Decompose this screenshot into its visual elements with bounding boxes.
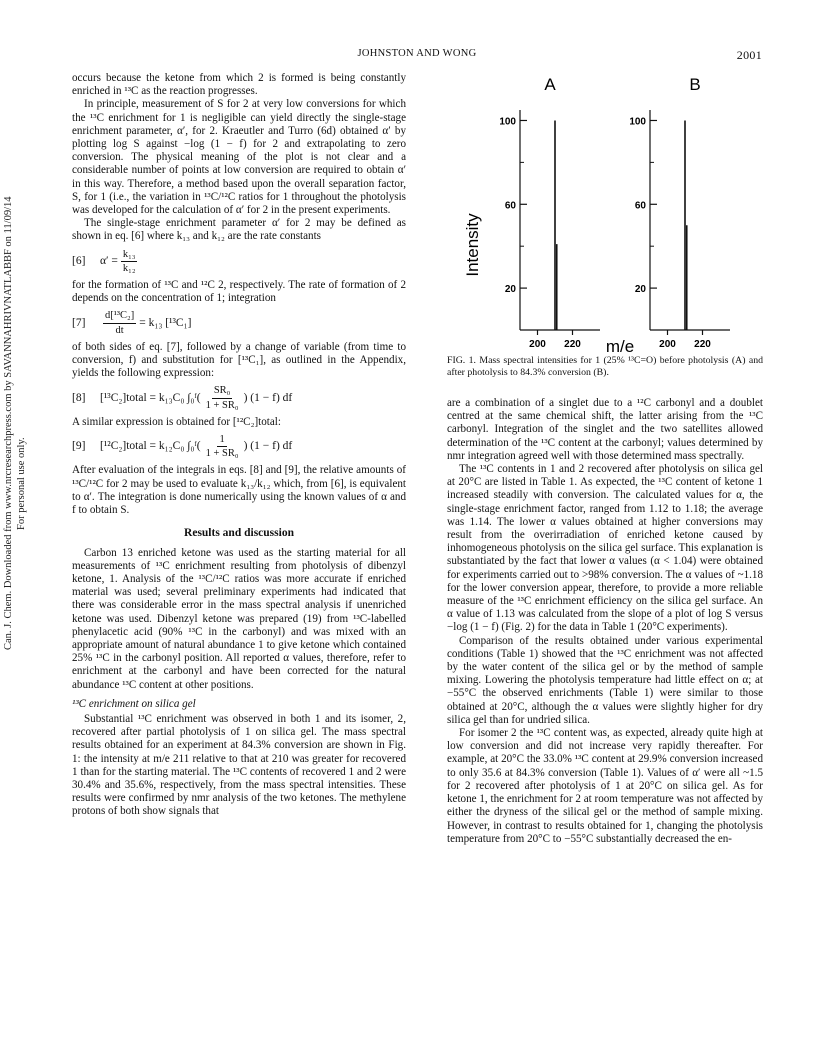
equation-lhs: α′ = xyxy=(100,254,118,267)
watermark-line-1: Can. J. Chem. Downloaded from www.nrcresearchpress.com by SAVANNAHRIVNATLABBF on 11/09/14 xyxy=(3,196,14,650)
paragraph: After evaluation of the integrals in eqs. [8] and [9], the relative amounts of ¹³C/¹²C for 2 may be used to evaluate k₁₃/k₁₂ which, from [6], is equivalent to α′. The integration is done numerically using the known values of α and f to obtain S. xyxy=(72,464,406,517)
paragraph: The ¹³C contents in 1 and 2 recovered after photolysis on silica gel at 20°C are listed in Table 1. As expected, the ¹³C content of ketone 1 increased steadily with conversion. The calculated values for α, the single-stage enrichment factor, ranged from 1.12 to 1.18; the average was 1.14. The lower α values obtained at higher conversions may result from the overirradiation of enriched ketone caused by inhomogeneous photolysis on the silica gel surface. This explanation is substantiated by the fact that lower α values (α < 1.04) were obtained for experiments carried out to >98% conversion. The α values of ~1.18 for the lower conversion appear, therefore, to provide a more reliable measure of the ¹³C enrichment efficiency on the silica gel surface. An α value of 1.13 was calculated from the slope of a plot of log S versus −log (1 − f) (Fig. 2) for the data in Table 1 (20°C experiments). xyxy=(447,463,763,634)
paragraph: For isomer 2 the ¹³C content was, as expected, already quite high at low conversion and did not increase very rapidly thereafter. For example, at 20°C the 33.0% ¹³C content at 29.9% conversion increased to only 35.6 at 84.3% conversion (Table 1). Values of α′ were all ~1.5 for 2 recovered after photolysis of 1 at 20°C on silica gel. As for ketone 1, the enrichment for 2 at room temperature was not affected by either the dryness of the silical gel or the method of sample mixing. However, in contrast to results obtained for 1, changing the photolysis temperature from 20°C to −55°C substantially decreased the en- xyxy=(447,727,763,845)
watermark-line-2: For personal use only. xyxy=(16,437,27,530)
paragraph: for the formation of ¹³C and ¹²C 2, respectively. The rate of formation of 2 depends on the concentration of 1; integration xyxy=(72,279,406,305)
running-title: JOHNSTON AND WONG xyxy=(357,48,477,59)
paragraph: occurs because the ketone from which 2 is formed is being constantly enriched in ¹³C as the reaction progresses. xyxy=(72,72,406,98)
paragraph: Carbon 13 enriched ketone was used as the starting material for all measurements of ¹³C enrichment resulting from photolysis of dibenzyl ketone, 1. Analysis of the ¹³C/¹²C ratios was more accurate if enriched material was used; several preliminary experiments had indicated that there was considerable error in the mass spectral analysis if unenriched ketone was used. Dibenzyl ketone was prepared (19) from ¹³C-labelled phenylacetic acid (90% ¹³C in the carbonyl) and was mixed with an appropriate amount of natural abundance 1 to give ketone which contained 25% ¹³C in the carbonyl position. All reported α values, therefore, refer to enrichment at the carbonyl and have been corrected for the natural abundance ¹³C content at other positions. xyxy=(72,546,406,691)
fraction xyxy=(204,384,241,411)
y-tick-label: 20 xyxy=(504,284,516,296)
equation-lhs: [¹²C₂]total = k₁₂C₀ ∫₀ᶠ xyxy=(100,440,197,453)
y-axis-label: Intensity xyxy=(463,213,482,277)
x-axis-label: m/e xyxy=(605,337,635,355)
mass-spectrum-chart xyxy=(450,70,763,355)
equation-6 xyxy=(72,248,406,275)
right-column xyxy=(447,397,763,846)
x-tick-label: 220 xyxy=(694,339,711,350)
x-tick-label: 220 xyxy=(564,339,581,350)
panel-b-label: B xyxy=(689,75,701,94)
denominator: k₁₂ xyxy=(122,262,136,274)
fraction xyxy=(204,433,241,460)
y-tick-label: 60 xyxy=(504,200,516,212)
equation-rhs: (1 − f) df xyxy=(250,440,293,453)
left-column xyxy=(72,72,406,819)
paragraph: Substantial ¹³C enrichment was observed in both 1 and its isomer, 2, recovered after partial photolysis of 1 on silica gel. The mass spectral results obtained for an experiment at 84.3% conversion are shown in Fig. 1: the intensity at m/e 211 relative to that at 210 was greater for recovered 1 than for the starting material. The ¹³C contents of recovered 1 and 2 were 30.4% and 35.6%, respectively, from the mass spectral intensities. These results were confirmed by nmr analysis of the two ketones. The methylene protons of both show signals that xyxy=(72,712,406,818)
x-tick-label: 200 xyxy=(659,339,676,350)
fraction xyxy=(103,309,136,336)
equation-9: [9] [¹²C₂]total = k₁₂C₀ ∫₀ᶠ ( $\frac{1}{\text{1 + SR₀}}$ ) (1 − f) df xyxy=(72,434,293,460)
paragraph: are a combination of a singlet due to a ¹²C carbonyl and a doublet centred at the same chemical shift, the latter arising from the ¹³C carbonyl. Integration of the singlet and the two satellites allowed determination of the ¹³C content at the carbonyl; values determined by nmr integration agreed well with those determined mass spectrally. xyxy=(447,397,763,462)
numerator: SR₀ xyxy=(212,384,233,398)
subsection-heading: ¹³C enrichment on silica gel xyxy=(72,697,196,710)
paragraph: of both sides of eq. [7], followed by a change of variable (from time to conversion, f) and substitution for [¹³C₁], as outlined in the Appendix, yields the following expression: xyxy=(72,340,406,380)
equation-rhs: = k₁₃ [¹³C₁] xyxy=(139,316,192,329)
equation-number: [6] xyxy=(72,254,86,267)
figure-caption: FIG. 1. Mass spectral intensities for 1 (25% ¹³C=O) before photolysis (A) and after photolysis to 84.3% conversion (B). xyxy=(447,355,763,378)
download-watermark xyxy=(2,196,42,650)
section-heading: Results and discussion xyxy=(184,527,294,540)
paragraph: A similar expression is obtained for [¹²C₂]total: xyxy=(72,415,281,428)
fraction xyxy=(121,248,138,275)
figure-1 xyxy=(450,70,763,400)
paragraph: In principle, measurement of S for 2 at very low conversions for which the ¹³C enrichment for 1 is negligible can yield directly the single-stage enrichment parameter, α′, for 2. Kraeutler and Turro (6d) obtained α′ by plotting log S against −log (1 − f) for 2 and extrapolating to zero conversion. The physical meaning of the plot is not clear and a considerable number of points at low conversion are required to obtain α′ in this way. Therefore, a method based upon the overall separation factor, S, for 1 (i.e., the variation in ¹³C/¹²C ratios for 1 throughout the photolysis was developed for the calculation of α′ for 2 in the present experiments. xyxy=(72,98,406,217)
paragraph: Comparison of the results obtained under various experimental conditions (Table 1) showed that the ¹³C enrichment was not affected by the water content of the silica gel or by the method of sample mixing. Lowering the photolysis temperature had little effect on α; at −55°C the observed enrichments (Table 1) were similar to those obtained at 20°C, although the α values were slightly higher for dry silica gel than for undried silica. xyxy=(447,634,763,726)
page-header xyxy=(72,48,762,64)
denominator: 1 + SR₀ xyxy=(205,448,239,460)
panel-a xyxy=(499,110,600,350)
denominator: 1 + SR₀ xyxy=(205,399,239,411)
numerator: d[¹³C₂] xyxy=(103,309,136,323)
x-tick-label: 200 xyxy=(529,339,546,350)
y-tick-label: 60 xyxy=(634,200,646,212)
page-number: 2001 xyxy=(736,48,762,62)
panel-a-label: A xyxy=(544,75,556,94)
paragraph: The single-stage enrichment parameter α′ for 2 may be defined as shown in eq. [6] where k₁₃ and k₁₂ are the rate constants xyxy=(72,217,406,243)
y-tick-label: 100 xyxy=(499,116,516,128)
equation-lhs: [¹³C₂]total = k₁₃C₀ ∫₀ᶠ xyxy=(100,391,197,404)
panel-b xyxy=(629,110,730,350)
equation-number: [7] xyxy=(72,316,86,329)
equation-number: [9] xyxy=(72,440,86,453)
numerator: k₁₃ xyxy=(121,248,138,262)
equation-rhs: (1 − f) df xyxy=(250,391,293,404)
equation-7 xyxy=(72,309,406,336)
numerator: 1 xyxy=(217,433,226,447)
equation-number: [8] xyxy=(72,391,86,404)
equation-8: [8] [¹³C₂]total = k₁₃C₀ ∫₀ᶠ ( $\frac{\text{SR₀}}{\text{1 + SR₀}}$ ) (1 − f) df xyxy=(72,385,293,411)
denominator: dt xyxy=(115,324,124,336)
y-tick-label: 20 xyxy=(634,284,646,296)
y-tick-label: 100 xyxy=(629,116,646,128)
